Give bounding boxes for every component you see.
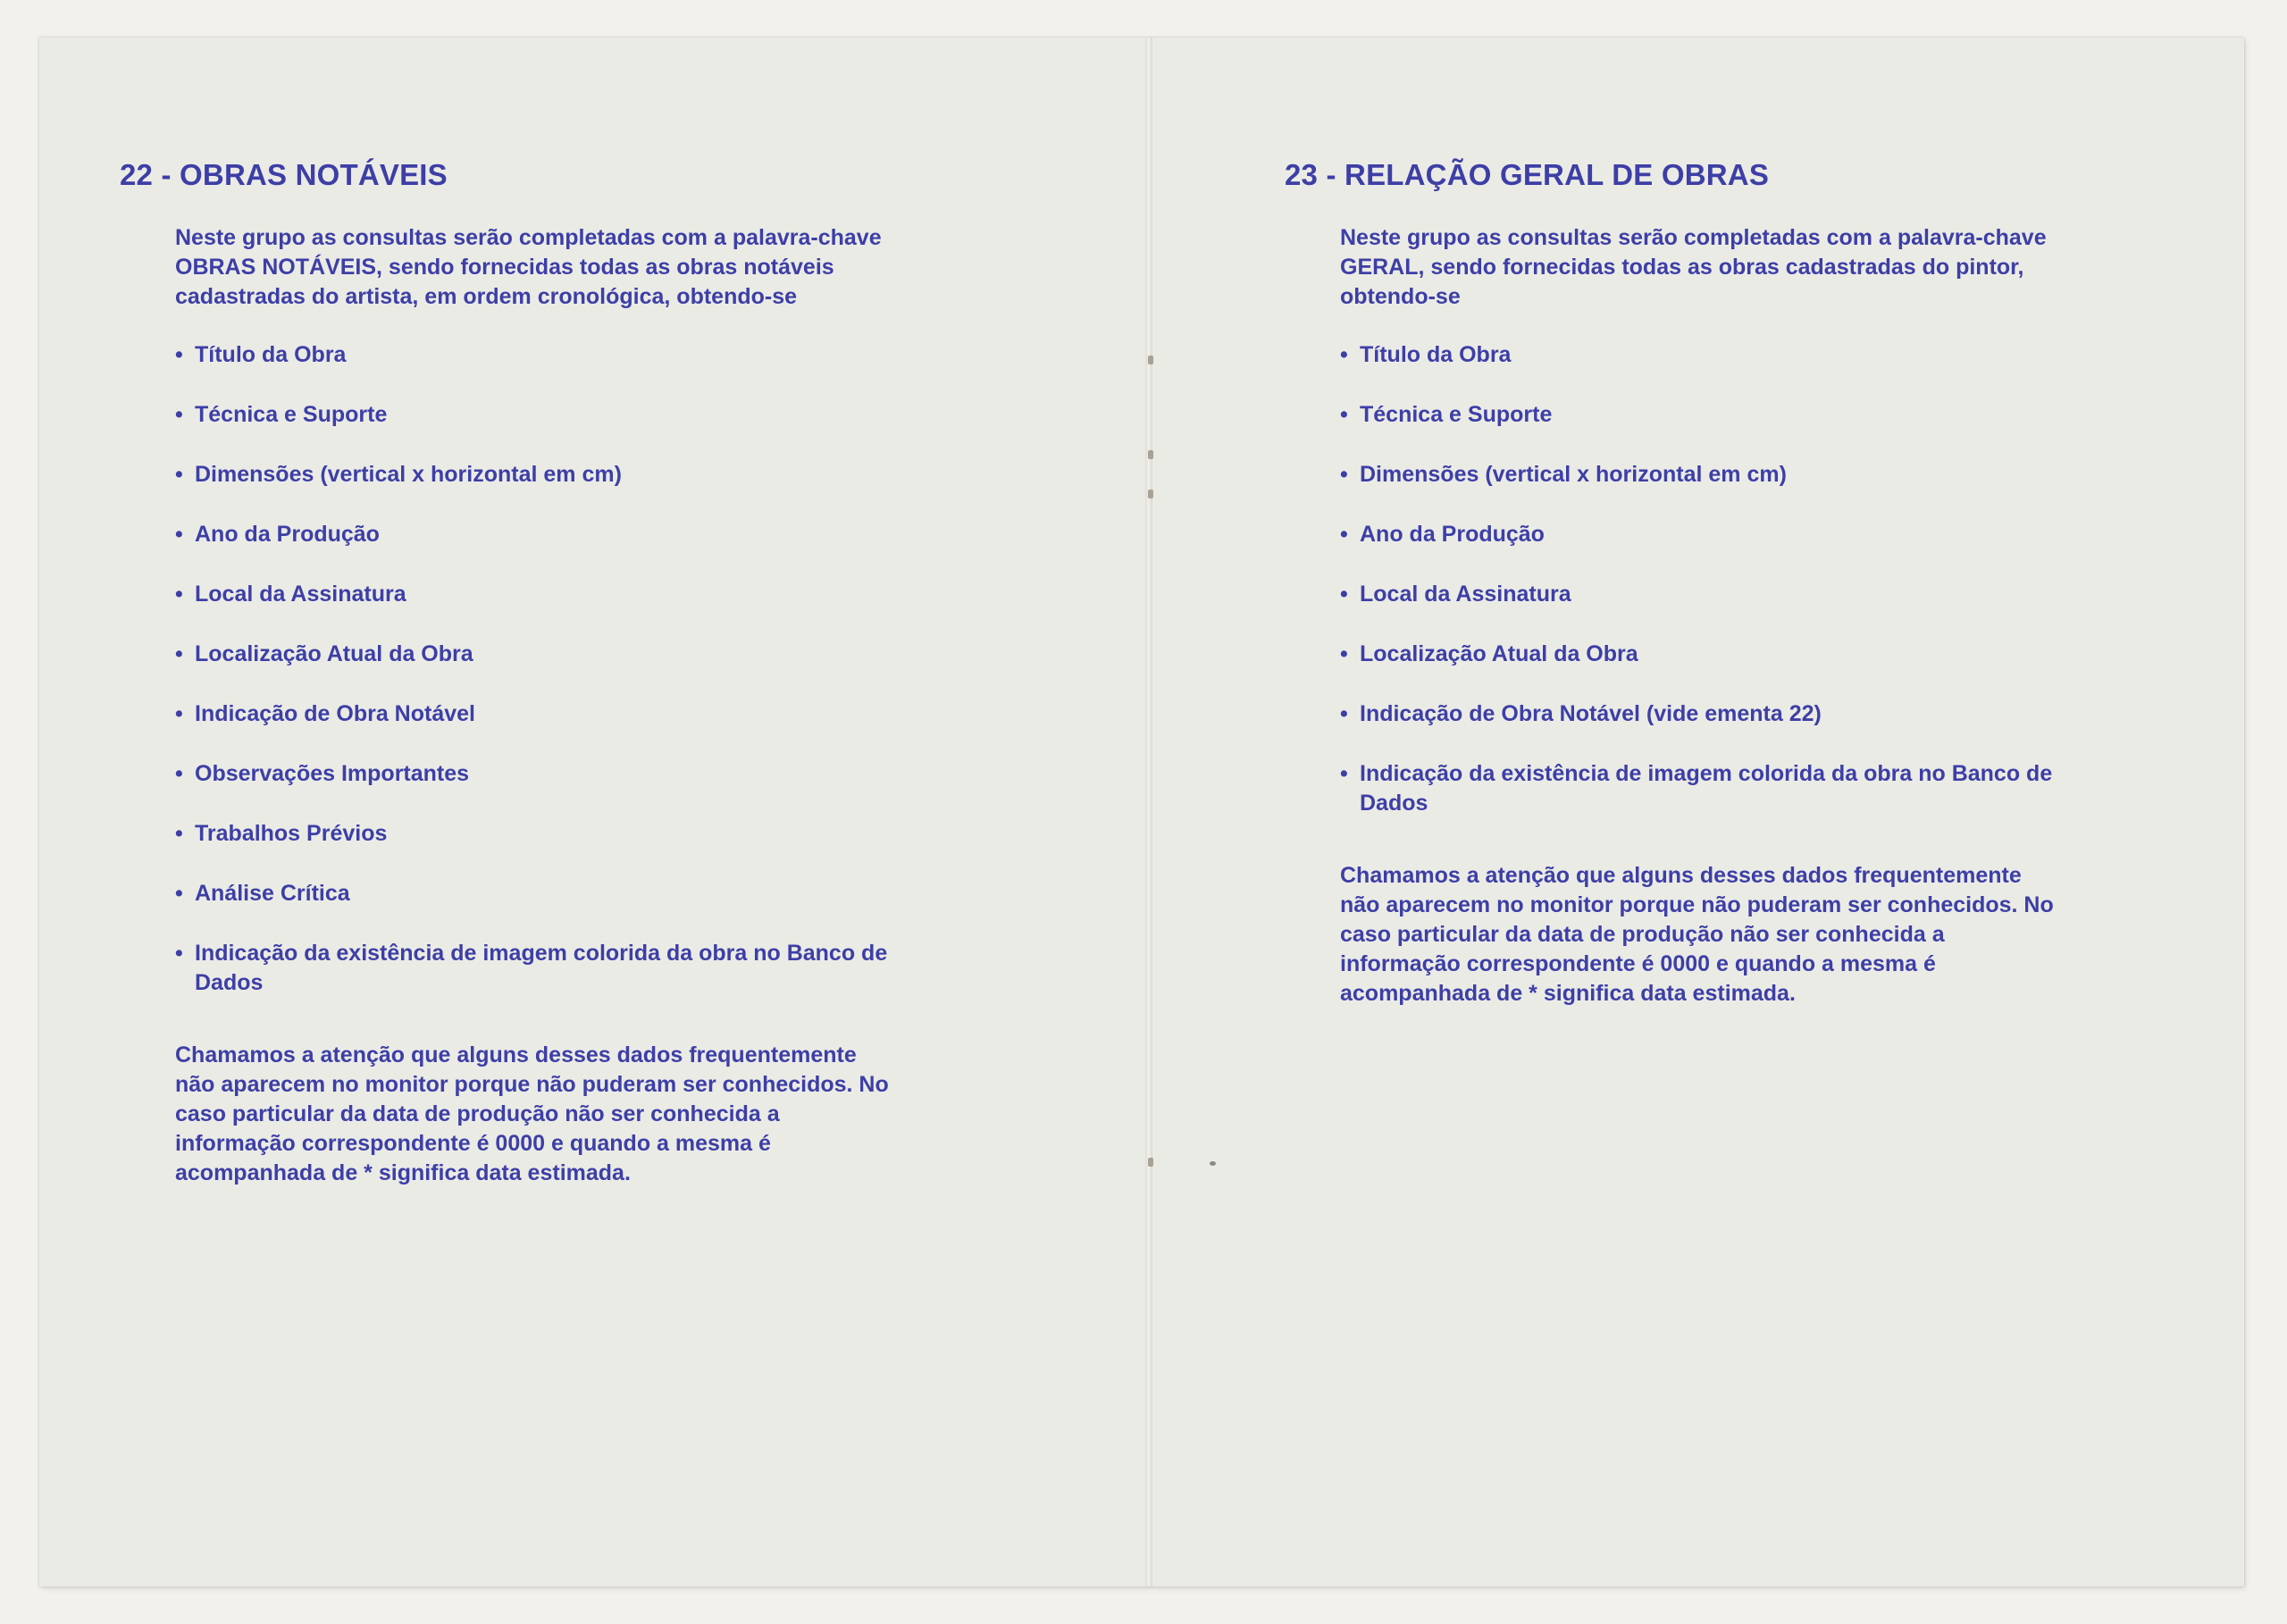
staple-middle: [1148, 450, 1153, 459]
bullet-icon: •: [1340, 701, 1348, 726]
right-intro-text: Neste grupo as consultas serão completadas com a palavra-chave: [1340, 225, 2047, 250]
list-item: [1340, 460, 2055, 490]
list-item-label: Dimensões (vertical x horizontal em cm): [195, 462, 622, 487]
list-item-label: Dimensões (vertical x horizontal em cm): [1360, 462, 1787, 487]
list-item: [175, 520, 890, 549]
left-section-title: OBRAS NOTÁVEIS: [180, 158, 448, 191]
bullet-icon: •: [1340, 761, 1348, 786]
list-item: [1340, 520, 2055, 549]
right-section-title: RELAÇÃO GERAL DE OBRAS: [1345, 158, 1770, 191]
bullet-icon: •: [175, 821, 183, 846]
right-intro-continuation: , sendo fornecidas todas as obras cadastradas do pintor, obtendo-se: [1340, 255, 2024, 309]
bullet-icon: •: [1340, 582, 1348, 607]
list-item-label: Análise Crítica: [195, 881, 350, 906]
bullet-icon: •: [1340, 342, 1348, 367]
list-item-label: Título da Obra: [195, 342, 347, 367]
list-item-label: Localização Atual da Obra: [195, 641, 473, 666]
list-item-label: Técnica e Suporte: [1360, 402, 1553, 427]
list-item-label: Local da Assinatura: [195, 582, 406, 607]
bullet-icon: •: [175, 582, 183, 607]
right-section-body: [1340, 223, 2055, 1009]
left-section-body: [175, 223, 890, 1188]
list-item-label: Ano da Produção: [195, 522, 380, 547]
list-item: [175, 819, 890, 849]
right-section-number: 23: [1285, 158, 1319, 191]
left-section: [120, 157, 942, 1210]
right-attention-note: Chamamos a atenção que alguns desses dados frequentemente não aparecem no monitor porque não puderam ser conhecidos. No caso particular da data de produção não ser conhecida a informação correspondente é 0000 e quando a mesma é acompanhada de * significa data estimada.: [1340, 863, 2054, 1006]
list-item: [175, 939, 890, 998]
left-section-number: 22: [120, 158, 154, 191]
list-item: [1340, 699, 2055, 729]
left-intro-paragraph: [175, 223, 890, 312]
list-item: [1340, 340, 2055, 370]
list-item: [175, 640, 890, 669]
staple-lower: [1148, 490, 1153, 498]
list-item: [1340, 759, 2055, 818]
list-item: [175, 879, 890, 908]
bullet-icon: •: [1340, 402, 1348, 427]
list-item: [1340, 400, 2055, 430]
list-item: [175, 580, 890, 609]
left-intro-keyword: OBRAS NOTÁVEIS: [175, 255, 377, 280]
list-item-label: Indicação de Obra Notável: [195, 701, 475, 726]
left-field-list: [175, 340, 890, 998]
bullet-icon: •: [1340, 462, 1348, 487]
list-item-label: Local da Assinatura: [1360, 582, 1571, 607]
right-intro-keyword: GERAL: [1340, 255, 1419, 280]
right-field-list: [1340, 340, 2055, 818]
list-item: [1340, 580, 2055, 609]
bullet-icon: •: [175, 462, 183, 487]
list-item-label: Indicação da existência de imagem colorida da obra no Banco de Dados: [195, 941, 888, 995]
bullet-icon: •: [175, 342, 183, 367]
list-item-label: Título da Obra: [1360, 342, 1512, 367]
staple-top: [1148, 356, 1153, 364]
paper-speck: [1210, 1161, 1216, 1166]
list-item-label: Indicação da existência de imagem colorida da obra no Banco de Dados: [1360, 761, 2053, 816]
right-section: [1285, 157, 2107, 1031]
left-heading-separator: -: [153, 158, 180, 191]
bullet-icon: •: [1340, 641, 1348, 666]
list-item-label: Técnica e Suporte: [195, 402, 388, 427]
list-item: [175, 699, 890, 729]
bullet-icon: •: [175, 522, 183, 547]
list-item: [1340, 640, 2055, 669]
list-item-label: Observações Importantes: [195, 761, 470, 786]
left-intro-text: Neste grupo as consultas serão completadas com a palavra-chave: [175, 225, 882, 250]
list-item: [175, 460, 890, 490]
list-item: [175, 759, 890, 789]
list-item: [175, 400, 890, 430]
list-item: [175, 340, 890, 370]
bullet-icon: •: [175, 881, 183, 906]
left-intro-continuation: , sendo fornecidas todas as obras notáveis cadastradas do artista, em ordem cronológica, obtendo-se: [175, 255, 834, 309]
right-intro-paragraph: [1340, 223, 2055, 312]
booklet-spine: [1145, 38, 1152, 1586]
bullet-icon: •: [175, 761, 183, 786]
list-item-label: Ano da Produção: [1360, 522, 1545, 547]
bullet-icon: •: [175, 402, 183, 427]
list-item-label: Localização Atual da Obra: [1360, 641, 1638, 666]
bullet-icon: •: [175, 941, 183, 966]
list-item-label: Trabalhos Prévios: [195, 821, 388, 846]
bullet-icon: •: [175, 701, 183, 726]
bullet-icon: •: [1340, 522, 1348, 547]
staple-bottom: [1148, 1158, 1153, 1167]
right-section-heading: [1285, 157, 2107, 193]
right-heading-separator: -: [1318, 158, 1345, 191]
list-item-label: Indicação de Obra Notável (vide ementa 22): [1360, 701, 1822, 726]
left-section-heading: [120, 157, 942, 193]
bullet-icon: •: [175, 641, 183, 666]
left-attention-note: Chamamos a atenção que alguns desses dados frequentemente não aparecem no monitor porque não puderam ser conhecidos. No caso particular da data de produção não ser conhecida a informação correspondente é 0000 e quando a mesma é acompanhada de * significa data estimada.: [175, 1042, 889, 1185]
